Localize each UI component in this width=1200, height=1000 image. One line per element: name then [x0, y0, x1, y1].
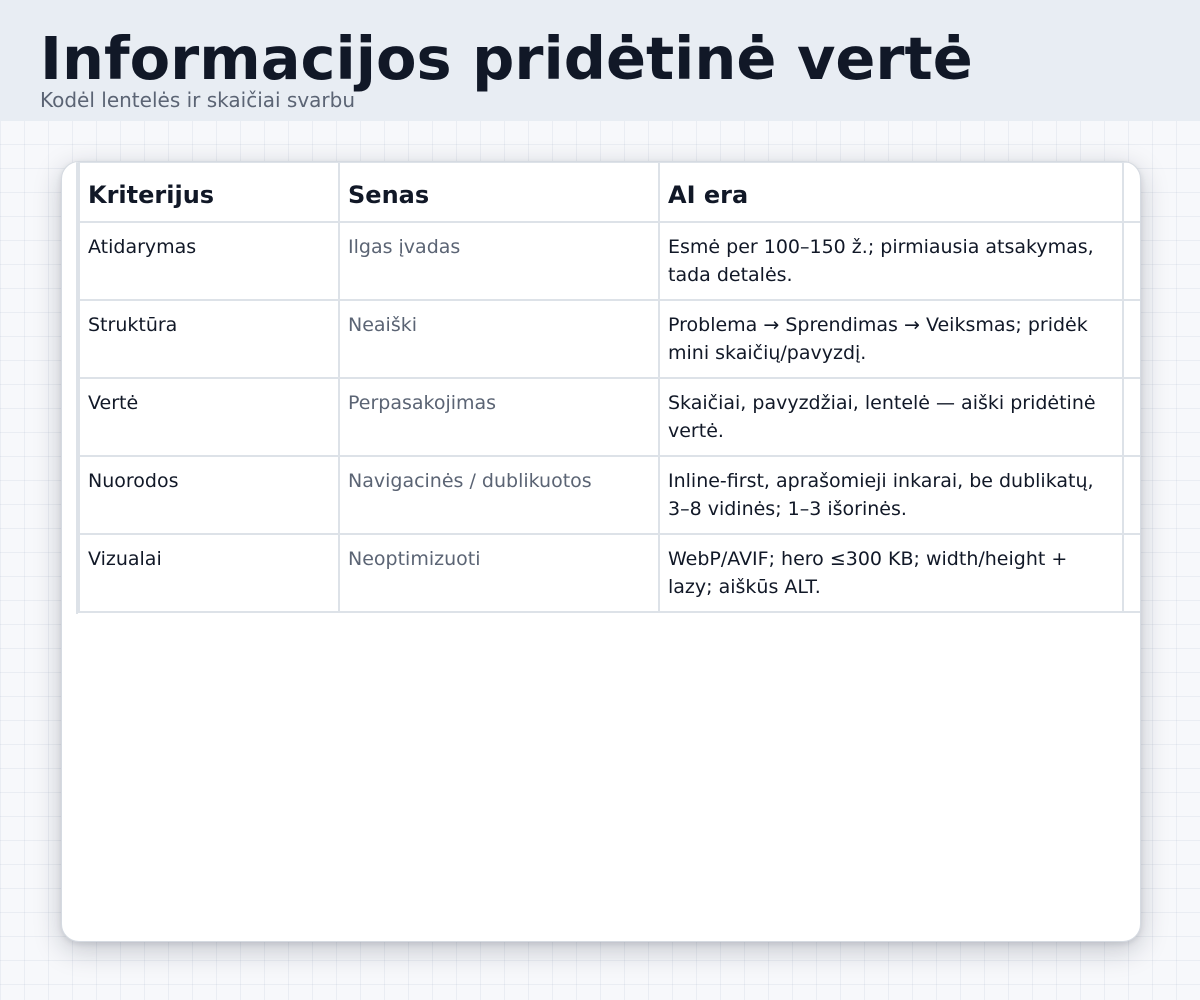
- criterion-cell: Struktūra: [79, 300, 339, 378]
- table-row: [79, 222, 1141, 300]
- old-cell: Neoptimizuoti: [339, 534, 659, 612]
- criterion-cell: Nuorodos: [79, 456, 339, 534]
- table-left-gutter: [62, 162, 78, 614]
- ai-era-cell: Esmė per 100–150 ž.; pirmiausia atsakymas, tada detalės.: [659, 222, 1123, 300]
- table-row: [79, 378, 1141, 456]
- ai-era-cell: Inline-first, aprašomieji inkarai, be dublikatų, 3–8 vidinės; 1–3 išorinės.: [659, 456, 1123, 534]
- spacer-cell: [1123, 456, 1141, 534]
- old-cell: Neaiški: [339, 300, 659, 378]
- criterion-cell: Vertė: [79, 378, 339, 456]
- table-row: [79, 534, 1141, 612]
- page-header: [0, 0, 1200, 121]
- column-header-old: Senas: [339, 162, 659, 222]
- spacer-cell: [1123, 534, 1141, 612]
- spacer-cell: [1123, 378, 1141, 456]
- ai-era-cell: Skaičiai, pavyzdžiai, lentelė — aiški pridėtinė vertė.: [659, 378, 1123, 456]
- spacer-cell: [1123, 222, 1141, 300]
- page-title: Informacijos pridėtinė vertė: [40, 24, 973, 93]
- column-header-spacer: [1123, 162, 1141, 222]
- comparison-table: [78, 161, 1141, 613]
- old-cell: Navigacinės / dublikuotos: [339, 456, 659, 534]
- ai-era-cell: WebP/AVIF; hero ≤300 KB; width/height + lazy; aiškūs ALT.: [659, 534, 1123, 612]
- table-row: [79, 300, 1141, 378]
- criterion-cell: Vizualai: [79, 534, 339, 612]
- ai-era-cell: Problema → Sprendimas → Veiksmas; pridėk mini skaičių/pavyzdį.: [659, 300, 1123, 378]
- column-header-criterion: Kriterijus: [79, 162, 339, 222]
- page-subtitle: Kodėl lentelės ir skaičiai svarbu: [40, 88, 356, 112]
- table-header-row: [79, 162, 1141, 222]
- column-header-ai-era: AI era: [659, 162, 1123, 222]
- comparison-card: [61, 161, 1141, 942]
- table-row: [79, 456, 1141, 534]
- old-cell: Ilgas įvadas: [339, 222, 659, 300]
- criterion-cell: Atidarymas: [79, 222, 339, 300]
- old-cell: Perpasakojimas: [339, 378, 659, 456]
- spacer-cell: [1123, 300, 1141, 378]
